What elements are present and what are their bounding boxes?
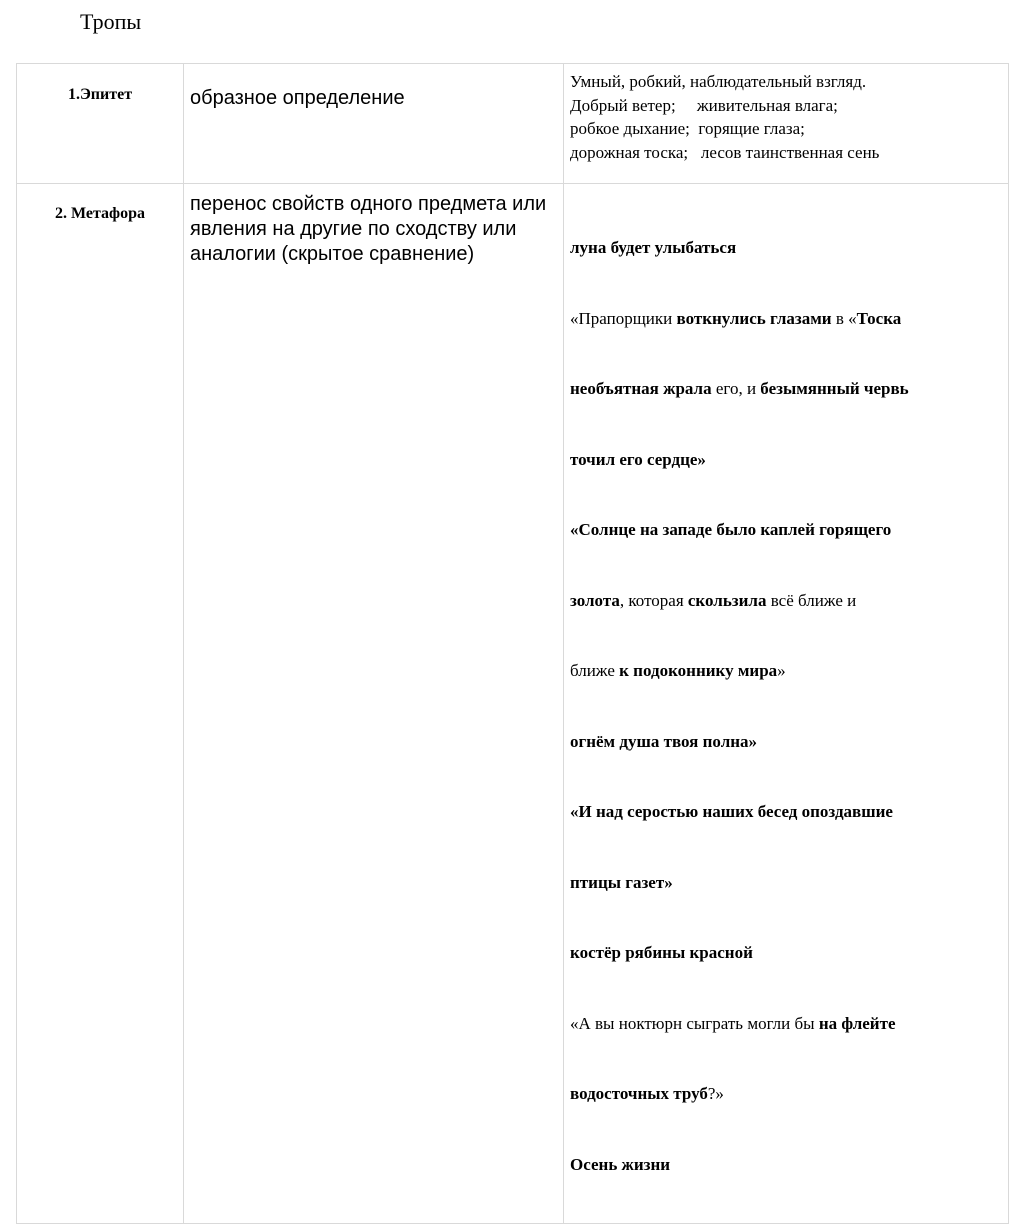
definition-cell: [184, 184, 564, 1224]
example-fragment: , которая: [619, 590, 688, 610]
example-fragment: ?»: [707, 1084, 724, 1103]
example-fragment: в «: [831, 308, 857, 328]
example-line: [570, 589, 1002, 613]
example-line: дорожная тоска; лесов таинственная сень: [570, 142, 880, 162]
example-line: Добрый ветер; живительная влага;: [570, 95, 838, 115]
example-line: [570, 1082, 1002, 1106]
example-line: луна будет улыбаться: [570, 238, 737, 257]
example-fragment: всё ближе и: [766, 590, 857, 610]
term-cell: [17, 64, 184, 184]
example-line: [570, 659, 1002, 683]
example-fragment: безымянный червь: [760, 379, 909, 398]
table-row: [17, 184, 1009, 1224]
example-line: «Солнце на западе было каплей горящего: [570, 520, 892, 539]
example-line: Умный, робкий, наблюдательный взгляд.: [570, 72, 867, 91]
example-line: точил его сердце»: [570, 449, 706, 469]
example-fragment: «А вы ноктюрн сыграть могли бы: [570, 1013, 819, 1033]
table-row: [17, 64, 1009, 184]
term-label: 2. Метафора: [54, 205, 145, 222]
tropes-table: [16, 63, 1009, 1224]
example-line: птицы газет»: [570, 872, 673, 892]
example-line: [570, 1012, 1002, 1036]
example-fragment: к подоконнику мира: [619, 661, 778, 680]
example-fragment: «Прапорщики: [570, 308, 677, 328]
example-fragment: водосточных труб: [570, 1084, 708, 1103]
term-cell: [17, 184, 184, 1224]
example-fragment: необъятная жрала: [570, 379, 712, 398]
example-fragment: на флейте: [818, 1013, 896, 1033]
example-line: [570, 307, 1002, 331]
example-fragment: Тоска: [856, 308, 902, 328]
example-fragment: золота: [570, 590, 620, 610]
example-fragment: его, и: [711, 379, 761, 398]
example-fragment: воткнулись глазами: [676, 308, 832, 328]
example-line: костёр рябины красной: [570, 943, 753, 962]
definition-text: перенос свойств одного предмета или явления на другие по сходству или аналогии (скрытое сравнение): [190, 193, 547, 265]
example-fragment: скользила: [687, 590, 767, 610]
page-title: Тропы: [80, 9, 142, 34]
examples-cell: [564, 184, 1009, 1224]
example-line: огнём душа твоя полна»: [570, 731, 758, 751]
definition-cell: [184, 64, 564, 184]
example-fragment: »: [777, 661, 786, 680]
example-line: Осень жизни: [570, 1154, 671, 1174]
example-line: робкое дыхание; горящие глаза;: [570, 119, 805, 138]
examples-cell: [564, 64, 1009, 184]
example-fragment: ближе: [570, 661, 620, 680]
example-line: «И над серостью наших бесед опоздавшие: [570, 802, 893, 821]
term-label: 1.Эпитет: [67, 86, 133, 103]
example-line: [570, 377, 1002, 401]
definition-text: образное определение: [190, 87, 405, 109]
